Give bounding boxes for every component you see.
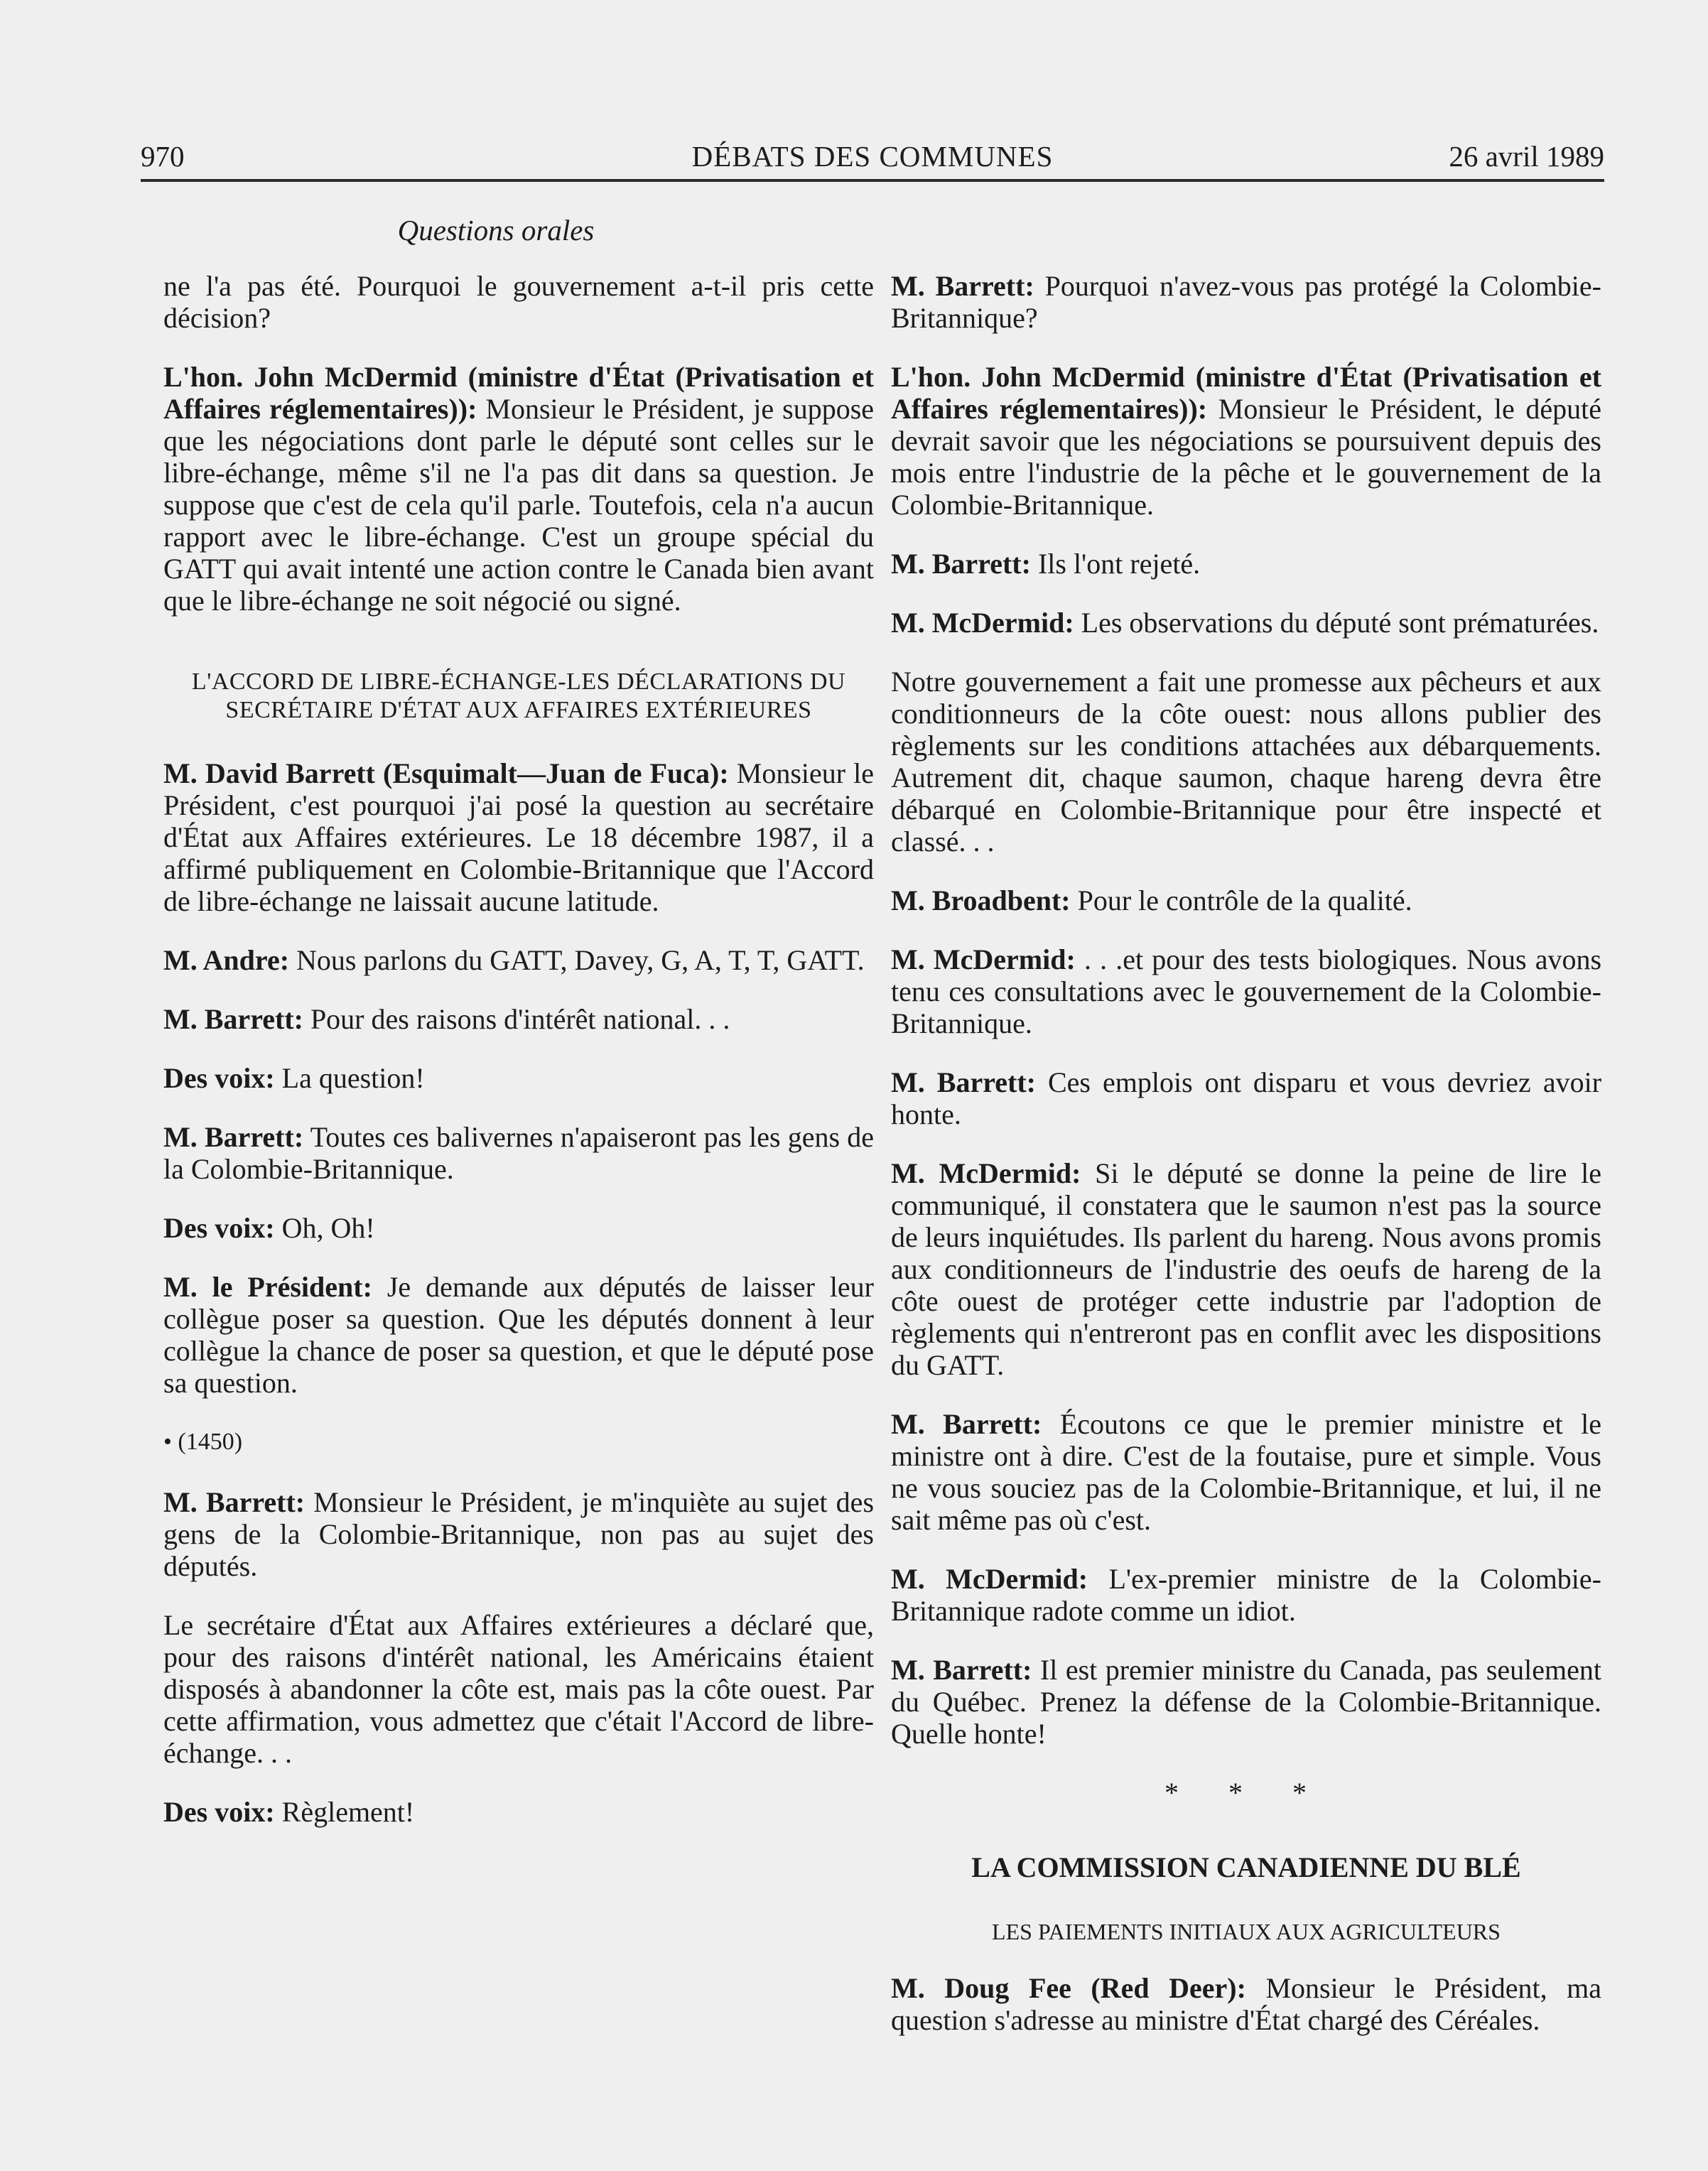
- speaker: M. Barrett:: [891, 1066, 1036, 1098]
- paragraph: M. Barrett: Pourquoi n'avez-vous pas protégé la Colombie-Britannique?: [891, 270, 1601, 334]
- speaker: M. Barrett:: [891, 548, 1031, 580]
- subsection-heading: LES PAIEMENTS INITIAUX AUX AGRICULTEURS: [992, 1919, 1501, 1944]
- publication-title: DÉBATS DES COMMUNES: [691, 140, 1054, 173]
- section-title: L'ACCORD DE LIBRE-ÉCHANGE-LES DÉCLARATIONS DU SECRÉTAIRE D'ÉTAT AUX AFFAIRES EXTÉRIEURES: [191, 668, 846, 723]
- paragraph: Des voix: Règlement!: [163, 1796, 415, 1828]
- time-marker: • (1450): [163, 1429, 243, 1455]
- speaker: L'hon. John McDermid (ministre d'État (Privatisation et Affaires réglementaires)):: [163, 361, 874, 425]
- paragraph: M. McDermid: Si le député se donne la peine de lire le communiqué, il constatera que le saumon n'est pas la source de leurs inquiétudes. Ils parlent du hareng. Nous avons promis aux conditionneurs de l'industrie des oeufs de hareng de la côte ouest de protéger cette industrie par l'adoption de règlements qui n'entreront pas en conflit avec les dispositions du GATT.: [891, 1157, 1602, 1381]
- speaker: M. McDermid:: [891, 1157, 1081, 1189]
- paragraph: M. Barrett: Monsieur le Président, je m'inquiète au sujet des gens de la Colombie-Britannique, non pas au sujet des députés.: [163, 1486, 875, 1582]
- paragraph: M. Barrett: Ces emplois ont disparu et vous devriez avoir honte.: [891, 1066, 1602, 1130]
- paragraph: M. Barrett: Toutes ces balivernes n'apaiseront pas les gens de la Colombie-Britannique.: [163, 1121, 874, 1185]
- paragraph: L'hon. John McDermid (ministre d'État (Privatisation et Affaires réglementaires)): Monsieur le Président, je suppose que les négociations dont parle le député sont celles sur le libre-échange, même s'il ne l'a pas dit dans sa question. Je suppose que c'est de cela qu'il parle. Toutefois, cela n'a aucun rapport avec le libre-échange. C'est un groupe spécial du GATT qui avait intenté une action contre le Canada bien avant que le libre-échange ne soit négocié ou signé.: [163, 361, 875, 617]
- speaker: M. le Président:: [163, 1271, 372, 1303]
- speaker: Des voix:: [163, 1212, 275, 1244]
- paragraph: Des voix: La question!: [163, 1062, 425, 1094]
- paragraph: M. Barrett: Pour des raisons d'intérêt national. . .: [163, 1003, 730, 1035]
- speaker: M. Barrett:: [163, 1121, 304, 1153]
- speaker: M. McDermid:: [891, 607, 1074, 639]
- paragraph: M. le Président: Je demande aux députés de laisser leur collègue poser sa question. Que les députés donnent à leur collègue la chance de poser sa question, et que le député pose sa question.: [163, 1271, 875, 1399]
- paragraph: M. Andre: Nous parlons du GATT, Davey, G, A, T, T, GATT.: [163, 944, 865, 976]
- paragraph: M. David Barrett (Esquimalt—Juan de Fuca): Monsieur le Président, c'est pourquoi j'ai posé la question au secrétaire d'État aux Affaires extérieures. Le 18 décembre 1987, il a affirmé publiquement en Colombie-Britannique que l'Accord de libre-échange ne laissait aucune latitude.: [163, 757, 875, 917]
- speaker: M. Barrett:: [163, 1003, 303, 1035]
- paragraph: M. McDermid: Les observations du député sont prématurées.: [891, 607, 1599, 639]
- speaker: M. Barrett:: [163, 1486, 306, 1518]
- paragraph: M. Broadbent: Pour le contrôle de la qualité.: [891, 884, 1412, 916]
- paragraph: ne l'a pas été. Pourquoi le gouvernement a-t-il pris cette décision?: [163, 270, 874, 334]
- speaker: Des voix:: [163, 1062, 275, 1094]
- left-column: [163, 270, 874, 1855]
- publication-date: 26 avril 1989: [1449, 140, 1604, 173]
- speaker: M. McDermid:: [891, 1563, 1088, 1595]
- paragraph: M. Doug Fee (Red Deer): Monsieur le Président, ma question s'adresse au ministre d'État chargé des Céréales.: [891, 1972, 1601, 2036]
- speaker: M. Barrett:: [891, 1408, 1042, 1440]
- speaker: Des voix:: [163, 1796, 275, 1828]
- speaker: M. McDermid:: [891, 943, 1076, 975]
- paragraph: M. Barrett: Ils l'ont rejeté.: [891, 548, 1201, 580]
- speaker: M. David Barrett (Esquimalt—Juan de Fuca):: [163, 757, 729, 789]
- speaker: M. Andre:: [163, 944, 290, 976]
- right-column: [891, 270, 1601, 2063]
- speaker: M. Broadbent:: [891, 884, 1071, 916]
- speaker: M. Barrett:: [891, 270, 1034, 302]
- paragraph: M. Barrett: Il est premier ministre du Canada, pas seulement du Québec. Prenez la défense de la Colombie-Britannique. Quelle honte!: [891, 1654, 1602, 1750]
- section-heading: LA COMMISSION CANADIENNE DU BLÉ: [971, 1851, 1521, 1883]
- section-separator: * * *: [1164, 1777, 1328, 1809]
- paragraph: M. Barrett: Écoutons ce que le premier ministre et le ministre ont à dire. C'est de la foutaise, pure et simple. Vous ne vous souciez pas de la Colombie-Britannique, et lui, il ne sait même pas où c'est.: [891, 1408, 1602, 1536]
- paragraph: Des voix: Oh, Oh!: [163, 1212, 375, 1244]
- paragraph: Le secrétaire d'État aux Affaires extérieures a déclaré que, pour des raisons d'intérêt national, les Américains étaient disposés à abandonner la côte est, mais pas la côte ouest. Par cette affirmation, vous admettez que c'était l'Accord de libre-échange. . .: [163, 1609, 874, 1769]
- speaker: L'hon. John McDermid (ministre d'État (Privatisation et Affaires réglementaires)):: [891, 361, 1601, 425]
- page-header: [141, 136, 1604, 182]
- page-number: 970: [141, 140, 185, 173]
- paragraph: M. McDermid: L'ex-premier ministre de la Colombie-Britannique radote comme un idiot.: [891, 1563, 1601, 1627]
- speaker: M. Barrett:: [891, 1654, 1032, 1686]
- speaker: M. Doug Fee (Red Deer):: [891, 1972, 1246, 2004]
- paragraph: M. McDermid: . . .et pour des tests biologiques. Nous avons tenu ces consultations avec le gouvernement de la Colombie-Britannique.: [891, 943, 1602, 1039]
- section-label: Questions orales: [397, 214, 595, 247]
- paragraph: Notre gouvernement a fait une promesse aux pêcheurs et aux conditionneurs de la côte ouest: nous allons publier des règlements sur les conditions attachées aux débarquements. Autrement dit, chaque saumon, chaque hareng devra être débarqué en Colombie-Britannique pour être inspecté et classé. . .: [891, 666, 1601, 857]
- paragraph: L'hon. John McDermid (ministre d'État (Privatisation et Affaires réglementaires)): Monsieur le Président, le député devrait savoir que les négociations se poursuivent depuis des mois entre l'industrie de la pêche et le gouvernement de la Colombie-Britannique.: [891, 361, 1602, 521]
